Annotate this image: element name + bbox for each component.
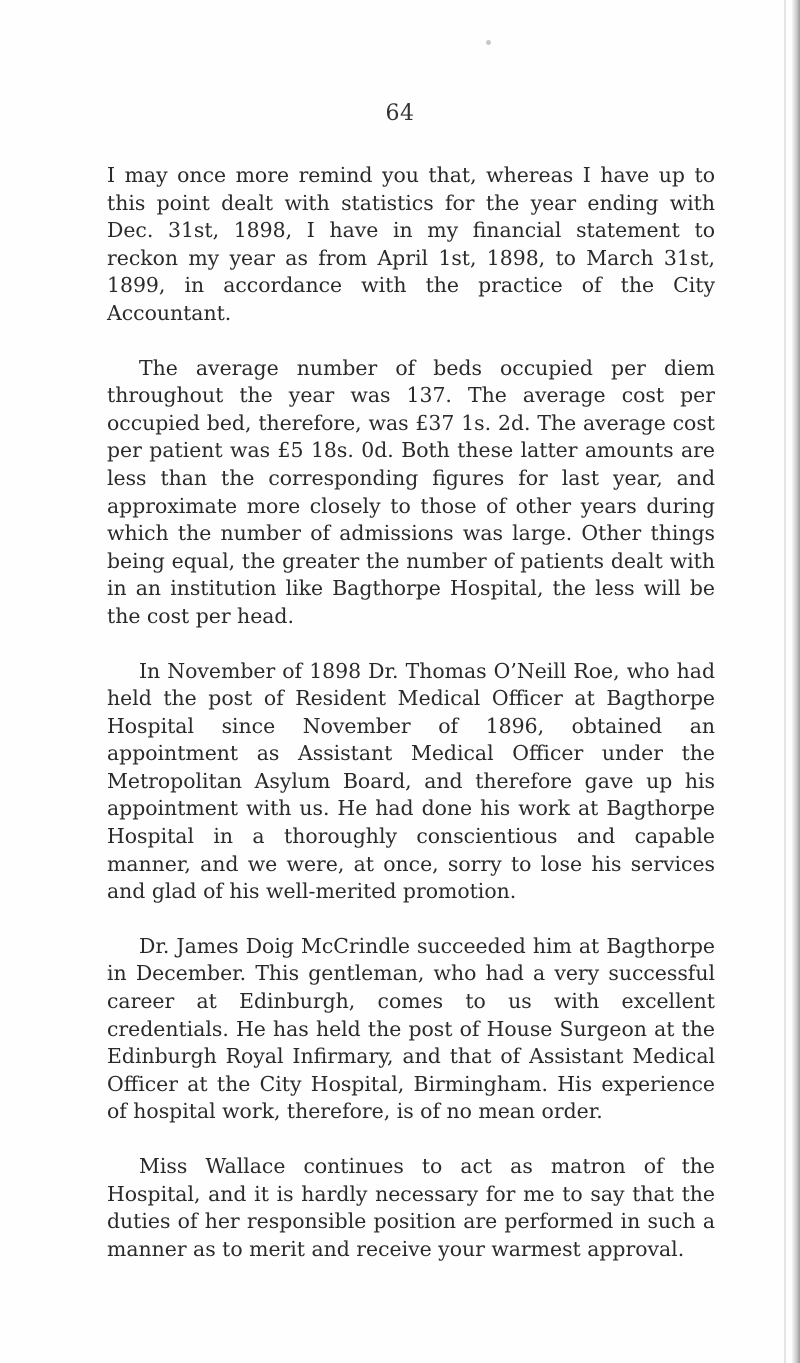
- page-edge-line: [784, 0, 786, 1363]
- paragraph-dr-mccrindle-appointment: Dr. James Doig McCrindle succeeded him at Bagthorpe in December. This gentleman, who had a very successful career at Edinburgh, comes to us with excellent credentials. He has held the post of House Surgeon at the Edinburgh Royal Infirmary, and that of Assistant Medical Officer at the City Hospital, Birmingham. His experience of hospital work, therefore, is of no mean order.: [107, 933, 715, 1124]
- paper-speck: [486, 40, 491, 45]
- paragraph-fiscal-year-note: I may once more remind you that, whereas I have up to this point dealt with statistics for the year ending with Dec. 31st, 1898, I have in my financial statement to reckon my year as from April 1st, 1898, to March 31st, 1899, in accordance with the practice of the City Accountant.: [107, 163, 715, 325]
- body-text: [107, 162, 715, 1290]
- paragraph-dr-roe-departure: In November of 1898 Dr. Thomas O’Neill Roe, who had held the post of Resident Medical Officer at Bagthorpe Hospital since November of 1896, obtained an appointment as Assistant Medical Officer under the Metropolitan Asylum Board, and therefore gave up his appointment with us. He had done his work at Bagthorpe Hospital in a thoroughly conscientious and capable manner, and we were, at once, sorry to lose his services and glad of his well-merited promotion.: [107, 658, 715, 904]
- paragraph-average-costs: The average number of beds occupied per diem throughout the year was 137. The average cost per occupied bed, therefore, was £37 1s. 2d. The average cost per patient was £5 18s. 0d. Both these latter amounts are less than the corresponding figures for last year, and approximate more closely to those of other years during which the number of admissions was large. Other things being equal, the greater the number of patients dealt with in an institution like Bagthorpe Hospital, the less will be the cost per head.: [107, 355, 715, 628]
- page-edge-shadow: [792, 0, 800, 1363]
- paragraph-matron-wallace: Miss Wallace continues to act as matron of the Hospital, and it is hardly necessary for me to say that the duties of her responsible position are performed in such a manner as to merit and receive your warmest approval.: [107, 1154, 715, 1261]
- page-number: 64: [385, 101, 415, 126]
